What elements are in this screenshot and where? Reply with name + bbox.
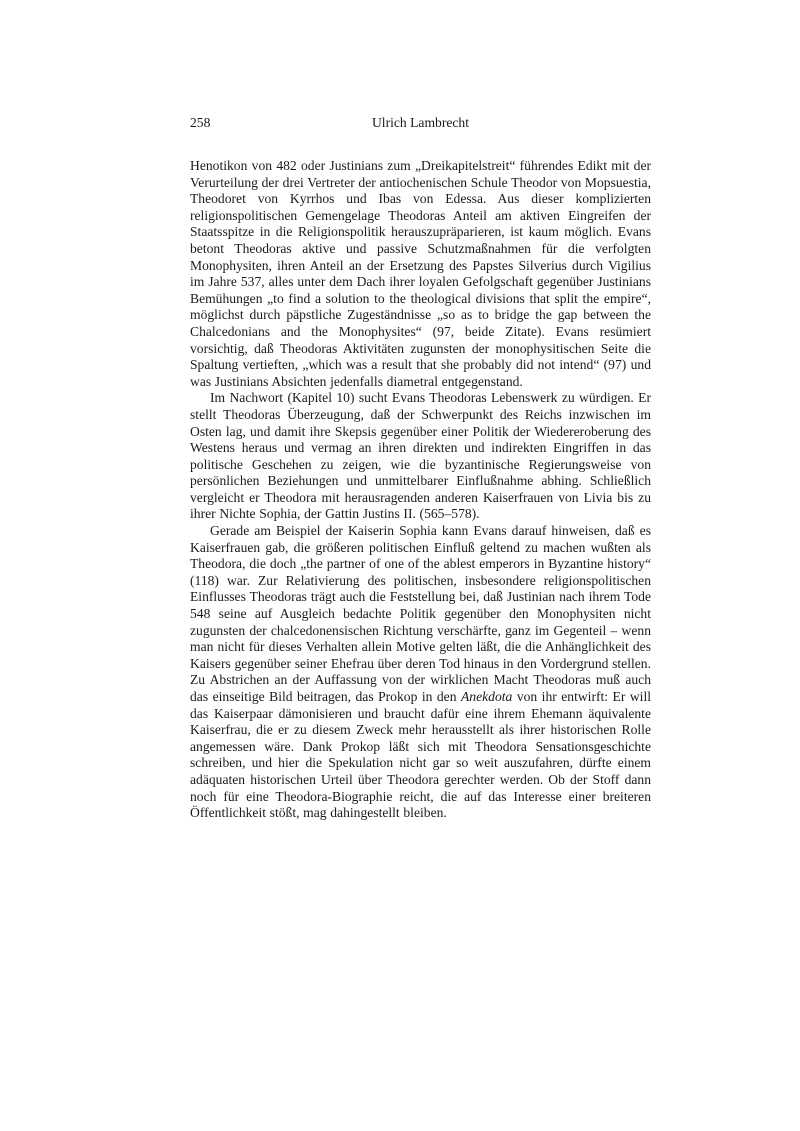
paragraph-3-text-2: von ihr entwirft: Er will das Kaiserpaar dämonisieren und braucht dafür eine ihrem Ehemann äquivalente Kaiserfrau, die er zu diesem Zweck mehr herausstellt als ihrer historischen Rolle angemessen wäre. Dank Prokop läßt sich mit Theodora Sensationsgeschichte schreiben, und hier die Spekulation nicht gar so weit auszufahren, dürfte einem adäquaten historischen Urteil über Theodora gerechter werden. Ob der Stoff dann noch für eine Theodora-Biographie reicht, die auf das Interesse einer breiteren Öffentlichkeit stößt, mag dahingestellt bleiben. bbox=[190, 689, 651, 821]
paragraph-3 bbox=[190, 523, 651, 822]
body-text bbox=[190, 158, 651, 822]
text-column bbox=[190, 115, 651, 822]
paragraph-1: Henotikon von 482 oder Justinians zum „Dreikapitelstreit“ führendes Edikt mit der Verurteilung der drei Vertreter der antiochenischen Schule Theodor von Mopsuestia, Theodoret von Kyrrhos und Ibas von Edessa. Aus dieser komplizierten religionspolitischen Gemengelage Theodoras Anteil am aktiven Eingreifen der Staatsspitze in die Religionspolitik herauszupräparieren, ist kaum möglich. Evans betont Theodoras aktive und passive Schutzmaßnahmen für die verfolgten Monophysiten, ihren Anteil an der Ersetzung des Papstes Silverius durch Vigilius im Jahre 537, alles unter dem Dach ihrer loyalen Gefolgschaft gegenüber Justinians Bemühungen „to find a solution to the theological divisions that split the empire“, möglichst durch päpstliche Zugeständnisse „so as to bridge the gap between the Chalcedonians and the Monophysites“ (97, beide Zitate). Evans resümiert vorsichtig, daß Theodoras Aktivitäten zugunsten der monophysitischen Seite die Spaltung vertieften, „which was a result that she probably did not intend“ (97) und was Justinians Absichten jedenfalls diametral entgegenstand. bbox=[190, 158, 651, 389]
book-title-anekdota: Anekdota bbox=[461, 689, 513, 704]
page-number: 258 bbox=[190, 115, 211, 130]
running-header bbox=[190, 115, 651, 131]
paragraph-3-text-1: Gerade am Beispiel der Kaiserin Sophia kann Evans darauf hinweisen, daß es Kaiserfrauen gab, die größeren politischen Einfluß geltend zu machen wußten als Theodora, die doch „the partner of one of the ablest emperors in Byzantine history“ (118) war. Zur Relativierung des politischen, insbesondere religionspolitischen Einflusses Theodoras trägt auch die Feststellung bei, daß Justinian nach ihrem Tode 548 seine auf Ausgleich bedachte Politik gegenüber den Monophysiten nicht zugunsten der chalcedonensischen Richtung verschärfte, ganz im Gegenteil – wenn man nicht für dieses Verhalten allein Motive gelten läßt, die die Anhänglichkeit des Kaisers gegenüber seiner Ehefrau über deren Tod hinaus in den Vordergrund stellen. Zu Abstrichen an der Auffassung von der wirklichen Macht Theodoras muß auch das einseitige Bild beitragen, das Prokop in den bbox=[190, 523, 651, 704]
paragraph-2: Im Nachwort (Kapitel 10) sucht Evans Theodoras Lebenswerk zu würdigen. Er stellt Theodoras Überzeugung, daß der Schwerpunkt des Reichs inzwischen im Osten lag, und damit ihre Skepsis gegenüber einer Politik der Wiedereroberung des Westens heraus und vermag an ihren direkten und indirekten Eingriffen in das politische Geschehen zu zeigen, wie die byzantinische Regierungsweise von persönlichen Beziehungen und unmittelbarer Einflußnahme abhing. Schließlich vergleicht er Theodora mit herausragenden anderen Kaiserfrauen von Livia bis zu ihrer Nichte Sophia, der Gattin Justins II. (565–578). bbox=[190, 390, 651, 522]
running-header-author: Ulrich Lambrecht bbox=[371, 115, 469, 130]
